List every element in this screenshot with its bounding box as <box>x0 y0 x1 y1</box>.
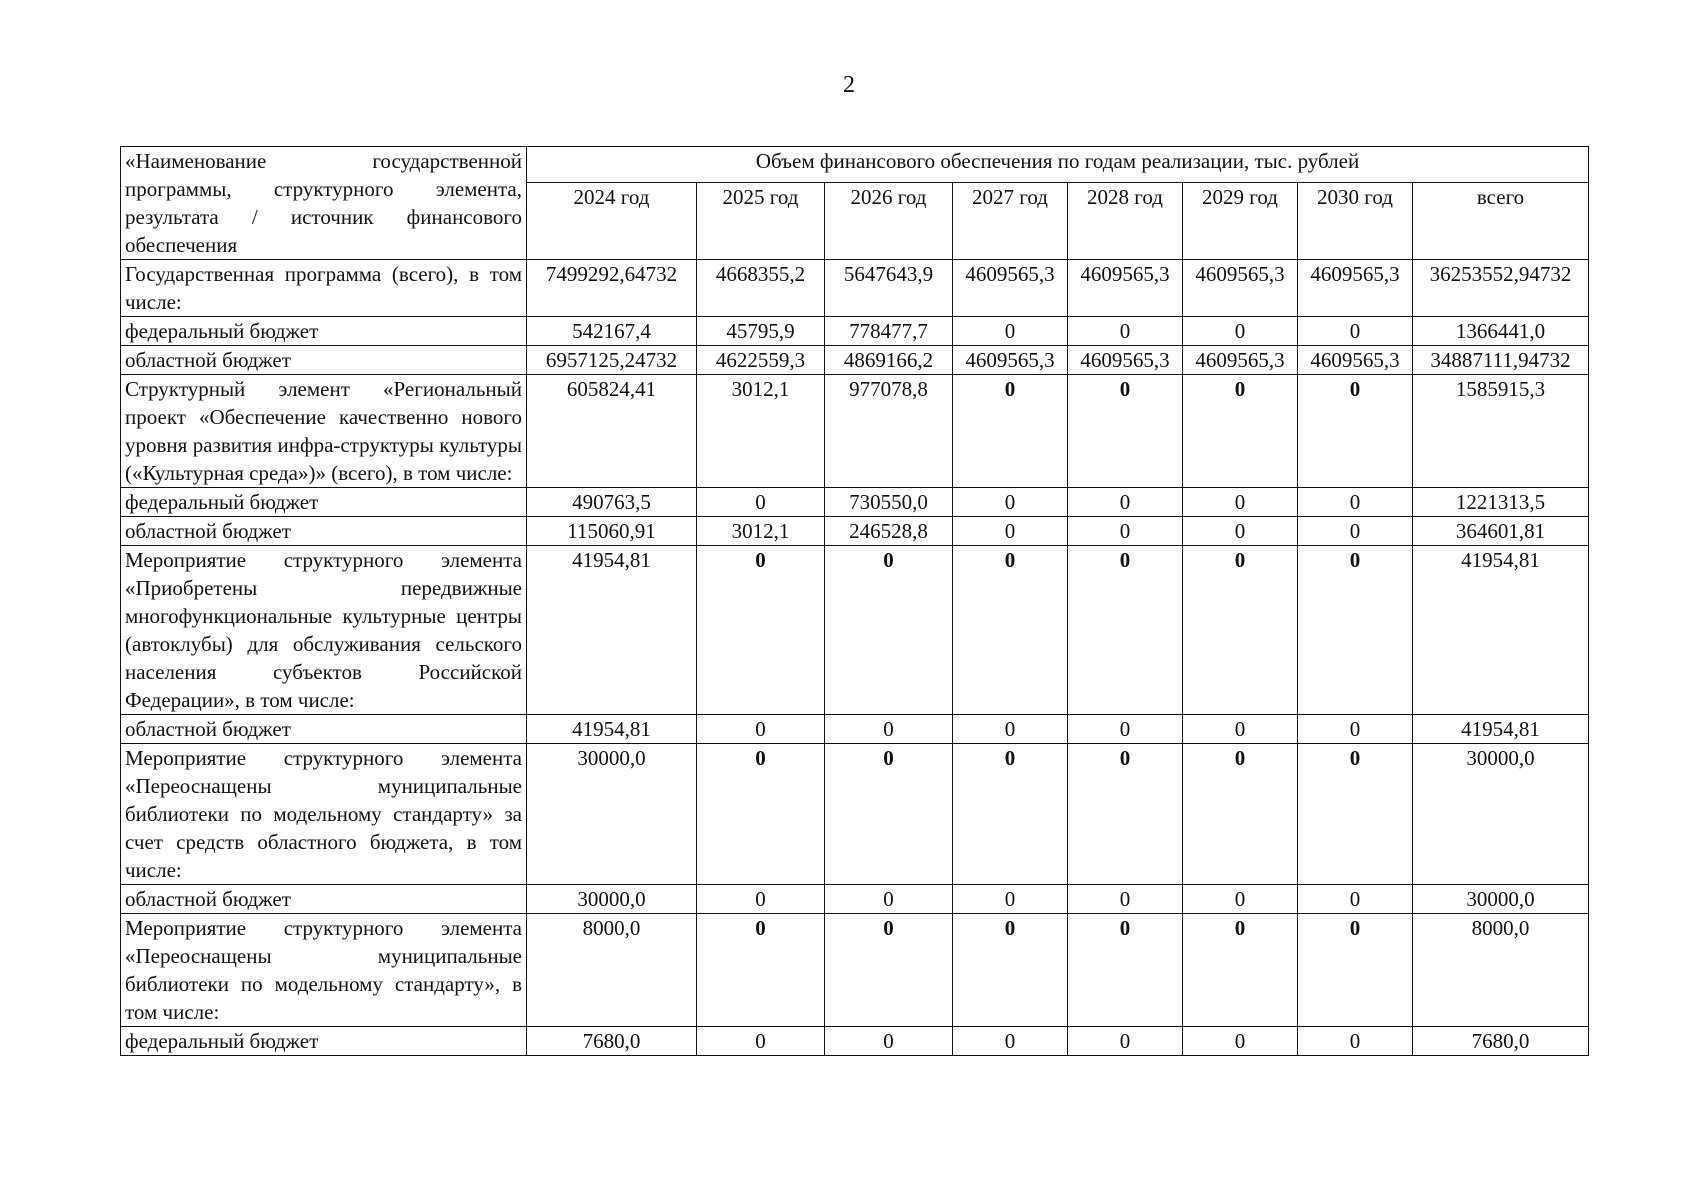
header-year: 2030 год <box>1298 182 1413 259</box>
table-row <box>121 885 1589 914</box>
cell-value: 0 <box>953 1027 1068 1056</box>
cell-value: 4609565,3 <box>1183 346 1298 375</box>
cell-value: 41954,81 <box>527 715 697 744</box>
cell-value: 0 <box>1298 488 1413 517</box>
header-year: 2025 год <box>697 182 825 259</box>
cell-value: 0 <box>1298 885 1413 914</box>
cell-value: 4668355,2 <box>697 260 825 317</box>
cell-total: 8000,0 <box>1413 914 1589 1027</box>
table-row <box>121 517 1589 546</box>
cell-value: 0 <box>953 375 1068 488</box>
cell-value: 4609565,3 <box>1068 346 1183 375</box>
cell-value: 0 <box>697 1027 825 1056</box>
cell-total: 36253552,94732 <box>1413 260 1589 317</box>
row-name: Мероприятие структурного элемента «Переоснащены муниципальные библиотеки по модельному стандарту» за счет средств областного бюджета, в том числе: <box>121 744 527 885</box>
row-name: Мероприятие структурного элемента «Переоснащены муниципальные библиотеки по модельному стандарту», в том числе: <box>121 914 527 1027</box>
cell-value: 0 <box>1068 375 1183 488</box>
cell-value: 30000,0 <box>527 744 697 885</box>
cell-value: 0 <box>697 546 825 715</box>
cell-total: 7680,0 <box>1413 1027 1589 1056</box>
page-number: 2 <box>843 72 855 98</box>
cell-value: 4609565,3 <box>1298 260 1413 317</box>
cell-value: 0 <box>1068 517 1183 546</box>
cell-value: 0 <box>1068 1027 1183 1056</box>
table-row <box>121 346 1589 375</box>
cell-value: 730550,0 <box>825 488 953 517</box>
cell-value: 0 <box>1298 317 1413 346</box>
cell-value: 0 <box>697 885 825 914</box>
header-row-1 <box>121 147 1589 183</box>
row-name: Государственная программа (всего), в том числе: <box>121 260 527 317</box>
cell-value: 4622559,3 <box>697 346 825 375</box>
cell-value: 30000,0 <box>527 885 697 914</box>
header-year: 2024 год <box>527 182 697 259</box>
table-row <box>121 1027 1589 1056</box>
cell-value: 0 <box>1183 317 1298 346</box>
cell-value: 0 <box>1183 488 1298 517</box>
header-total: всего <box>1413 182 1589 259</box>
cell-value: 0 <box>953 546 1068 715</box>
cell-value: 0 <box>697 715 825 744</box>
cell-value: 4609565,3 <box>1298 346 1413 375</box>
cell-value: 0 <box>1183 715 1298 744</box>
row-name: областной бюджет <box>121 346 527 375</box>
header-year: 2028 год <box>1068 182 1183 259</box>
cell-value: 0 <box>1068 488 1183 517</box>
cell-value: 0 <box>1068 885 1183 914</box>
cell-total: 364601,81 <box>1413 517 1589 546</box>
cell-value: 0 <box>1068 744 1183 885</box>
table-row <box>121 375 1589 488</box>
cell-total: 1221313,5 <box>1413 488 1589 517</box>
cell-total: 41954,81 <box>1413 715 1589 744</box>
cell-value: 0 <box>825 546 953 715</box>
table-row <box>121 488 1589 517</box>
cell-value: 0 <box>953 914 1068 1027</box>
cell-value: 0 <box>1183 914 1298 1027</box>
cell-value: 0 <box>1183 744 1298 885</box>
table-row <box>121 317 1589 346</box>
row-name: Мероприятие структурного элемента «Приобретены передвижные многофункциональные культурные центры (автоклубы) для обслуживания сельского населения субъектов Российской Федерации», в том числе: <box>121 546 527 715</box>
table-row <box>121 546 1589 715</box>
cell-value: 0 <box>1183 517 1298 546</box>
cell-value: 4609565,3 <box>1068 260 1183 317</box>
cell-value: 4609565,3 <box>953 260 1068 317</box>
row-name: областной бюджет <box>121 517 527 546</box>
cell-value: 0 <box>953 885 1068 914</box>
cell-value: 0 <box>1068 715 1183 744</box>
cell-value: 41954,81 <box>527 546 697 715</box>
cell-value: 0 <box>1298 914 1413 1027</box>
cell-value: 0 <box>697 488 825 517</box>
cell-value: 0 <box>953 715 1068 744</box>
cell-value: 0 <box>1068 546 1183 715</box>
financing-table <box>120 146 1589 1056</box>
cell-value: 605824,41 <box>527 375 697 488</box>
cell-value: 0 <box>825 885 953 914</box>
cell-total: 34887111,94732 <box>1413 346 1589 375</box>
cell-value: 0 <box>953 317 1068 346</box>
cell-value: 8000,0 <box>527 914 697 1027</box>
header-volume-title: Объем финансового обеспечения по годам реализации, тыс. рублей <box>527 147 1589 183</box>
cell-value: 0 <box>825 1027 953 1056</box>
cell-value: 0 <box>825 744 953 885</box>
cell-value: 246528,8 <box>825 517 953 546</box>
row-name: областной бюджет <box>121 715 527 744</box>
table-body <box>121 147 1589 1056</box>
cell-value: 0 <box>1298 744 1413 885</box>
cell-value: 115060,91 <box>527 517 697 546</box>
row-name: Структурный элемент «Региональный проект «Обеспечение качественно нового уровня развития инфра-структуры культуры («Культурная среда»)» (всего), в том числе: <box>121 375 527 488</box>
cell-total: 1585915,3 <box>1413 375 1589 488</box>
header-name-column: «Наименование государственной программы, структурного элемента, результата / источник финансового обеспечения <box>121 147 527 260</box>
cell-total: 41954,81 <box>1413 546 1589 715</box>
cell-value: 0 <box>697 914 825 1027</box>
row-name: федеральный бюджет <box>121 1027 527 1056</box>
cell-value: 0 <box>825 914 953 1027</box>
cell-value: 0 <box>1183 885 1298 914</box>
cell-value: 0 <box>825 715 953 744</box>
cell-value: 490763,5 <box>527 488 697 517</box>
table-row <box>121 260 1589 317</box>
cell-value: 0 <box>1298 517 1413 546</box>
cell-value: 3012,1 <box>697 517 825 546</box>
cell-value: 7680,0 <box>527 1027 697 1056</box>
cell-value: 4609565,3 <box>953 346 1068 375</box>
cell-value: 0 <box>1068 317 1183 346</box>
cell-value: 0 <box>1183 546 1298 715</box>
cell-total: 1366441,0 <box>1413 317 1589 346</box>
cell-value: 7499292,64732 <box>527 260 697 317</box>
table-row <box>121 715 1589 744</box>
header-year: 2026 год <box>825 182 953 259</box>
cell-value: 0 <box>1183 375 1298 488</box>
row-name: федеральный бюджет <box>121 317 527 346</box>
cell-value: 0 <box>1298 1027 1413 1056</box>
table-row <box>121 914 1589 1027</box>
cell-value: 778477,7 <box>825 317 953 346</box>
row-name: областной бюджет <box>121 885 527 914</box>
cell-value: 4609565,3 <box>1183 260 1298 317</box>
cell-value: 45795,9 <box>697 317 825 346</box>
cell-value: 0 <box>953 488 1068 517</box>
cell-value: 5647643,9 <box>825 260 953 317</box>
header-year: 2029 год <box>1183 182 1298 259</box>
cell-value: 0 <box>697 744 825 885</box>
cell-value: 0 <box>1298 715 1413 744</box>
row-name: федеральный бюджет <box>121 488 527 517</box>
cell-value: 0 <box>953 517 1068 546</box>
cell-value: 0 <box>1183 1027 1298 1056</box>
cell-value: 4869166,2 <box>825 346 953 375</box>
table-row <box>121 744 1589 885</box>
cell-value: 0 <box>953 744 1068 885</box>
cell-value: 542167,4 <box>527 317 697 346</box>
cell-value: 0 <box>1298 375 1413 488</box>
cell-total: 30000,0 <box>1413 885 1589 914</box>
cell-value: 0 <box>1298 546 1413 715</box>
cell-value: 0 <box>1068 914 1183 1027</box>
cell-total: 30000,0 <box>1413 744 1589 885</box>
cell-value: 3012,1 <box>697 375 825 488</box>
cell-value: 6957125,24732 <box>527 346 697 375</box>
header-year: 2027 год <box>953 182 1068 259</box>
cell-value: 977078,8 <box>825 375 953 488</box>
